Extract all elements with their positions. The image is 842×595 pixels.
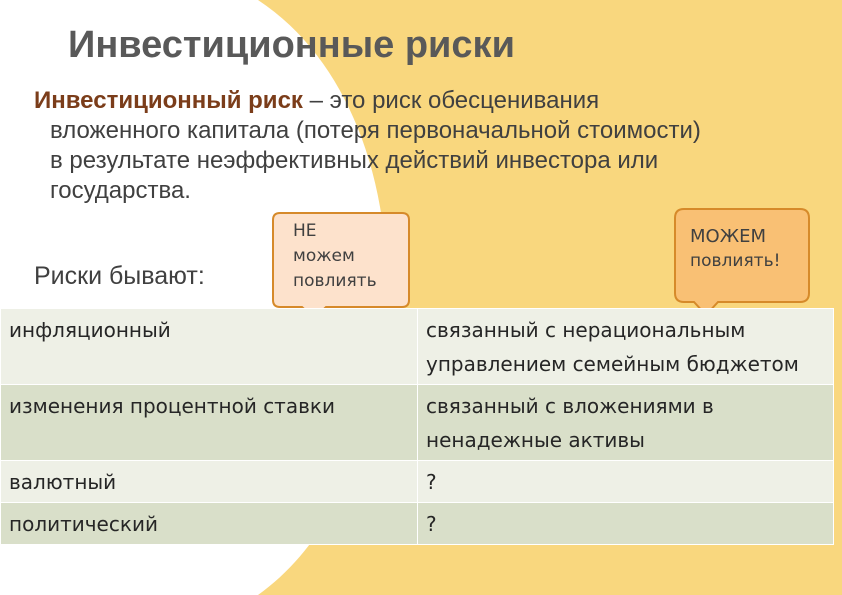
callout-cannot-line-1: НЕ: [293, 221, 317, 241]
definition-line-3: в результате неэффективных действий инвестора или: [50, 147, 659, 174]
table-cell-controllable: связанный с вложениями в ненадежные активы: [418, 385, 834, 461]
callout-cannot-text: [293, 219, 377, 294]
risks-label: Риски бывают:: [34, 262, 205, 290]
callout-can-text: [690, 224, 780, 274]
callout-cannot-influence: [272, 212, 410, 322]
definition-paragraph: [34, 86, 834, 206]
table-cell-controllable: ?: [418, 503, 834, 545]
table-cell-uncontrollable: инфляционный: [1, 309, 418, 385]
risks-table: [0, 308, 834, 545]
callout-can-influence: [674, 208, 810, 318]
table-cell-uncontrollable: валютный: [1, 461, 418, 503]
table-row: [1, 503, 834, 545]
definition-text-1: – это риск обесценивания: [302, 87, 600, 114]
definition-line-1: [34, 86, 834, 116]
callout-cannot-line-3: повлиять: [293, 271, 377, 291]
table-cell-controllable: ?: [418, 461, 834, 503]
table-row: [1, 385, 834, 461]
callout-can-line-2: повлиять!: [690, 251, 781, 271]
definition-line-2: вложенного капитала (потеря первоначальной стоимости): [50, 117, 701, 144]
callout-cannot-line-2: можем: [293, 246, 355, 266]
slide-title: Инвестиционные риски: [68, 24, 515, 66]
table-row: [1, 461, 834, 503]
definition-term: Инвестиционный риск: [34, 87, 303, 114]
callout-can-line-1: МОЖЕМ: [690, 226, 766, 247]
definition-line-4: государства.: [50, 177, 191, 204]
table-cell-uncontrollable: изменения процентной ставки: [1, 385, 418, 461]
table-row: [1, 309, 834, 385]
table-cell-uncontrollable: политический: [1, 503, 418, 545]
table-cell-controllable: связанный с нерациональным управлением семейным бюджетом: [418, 309, 834, 385]
